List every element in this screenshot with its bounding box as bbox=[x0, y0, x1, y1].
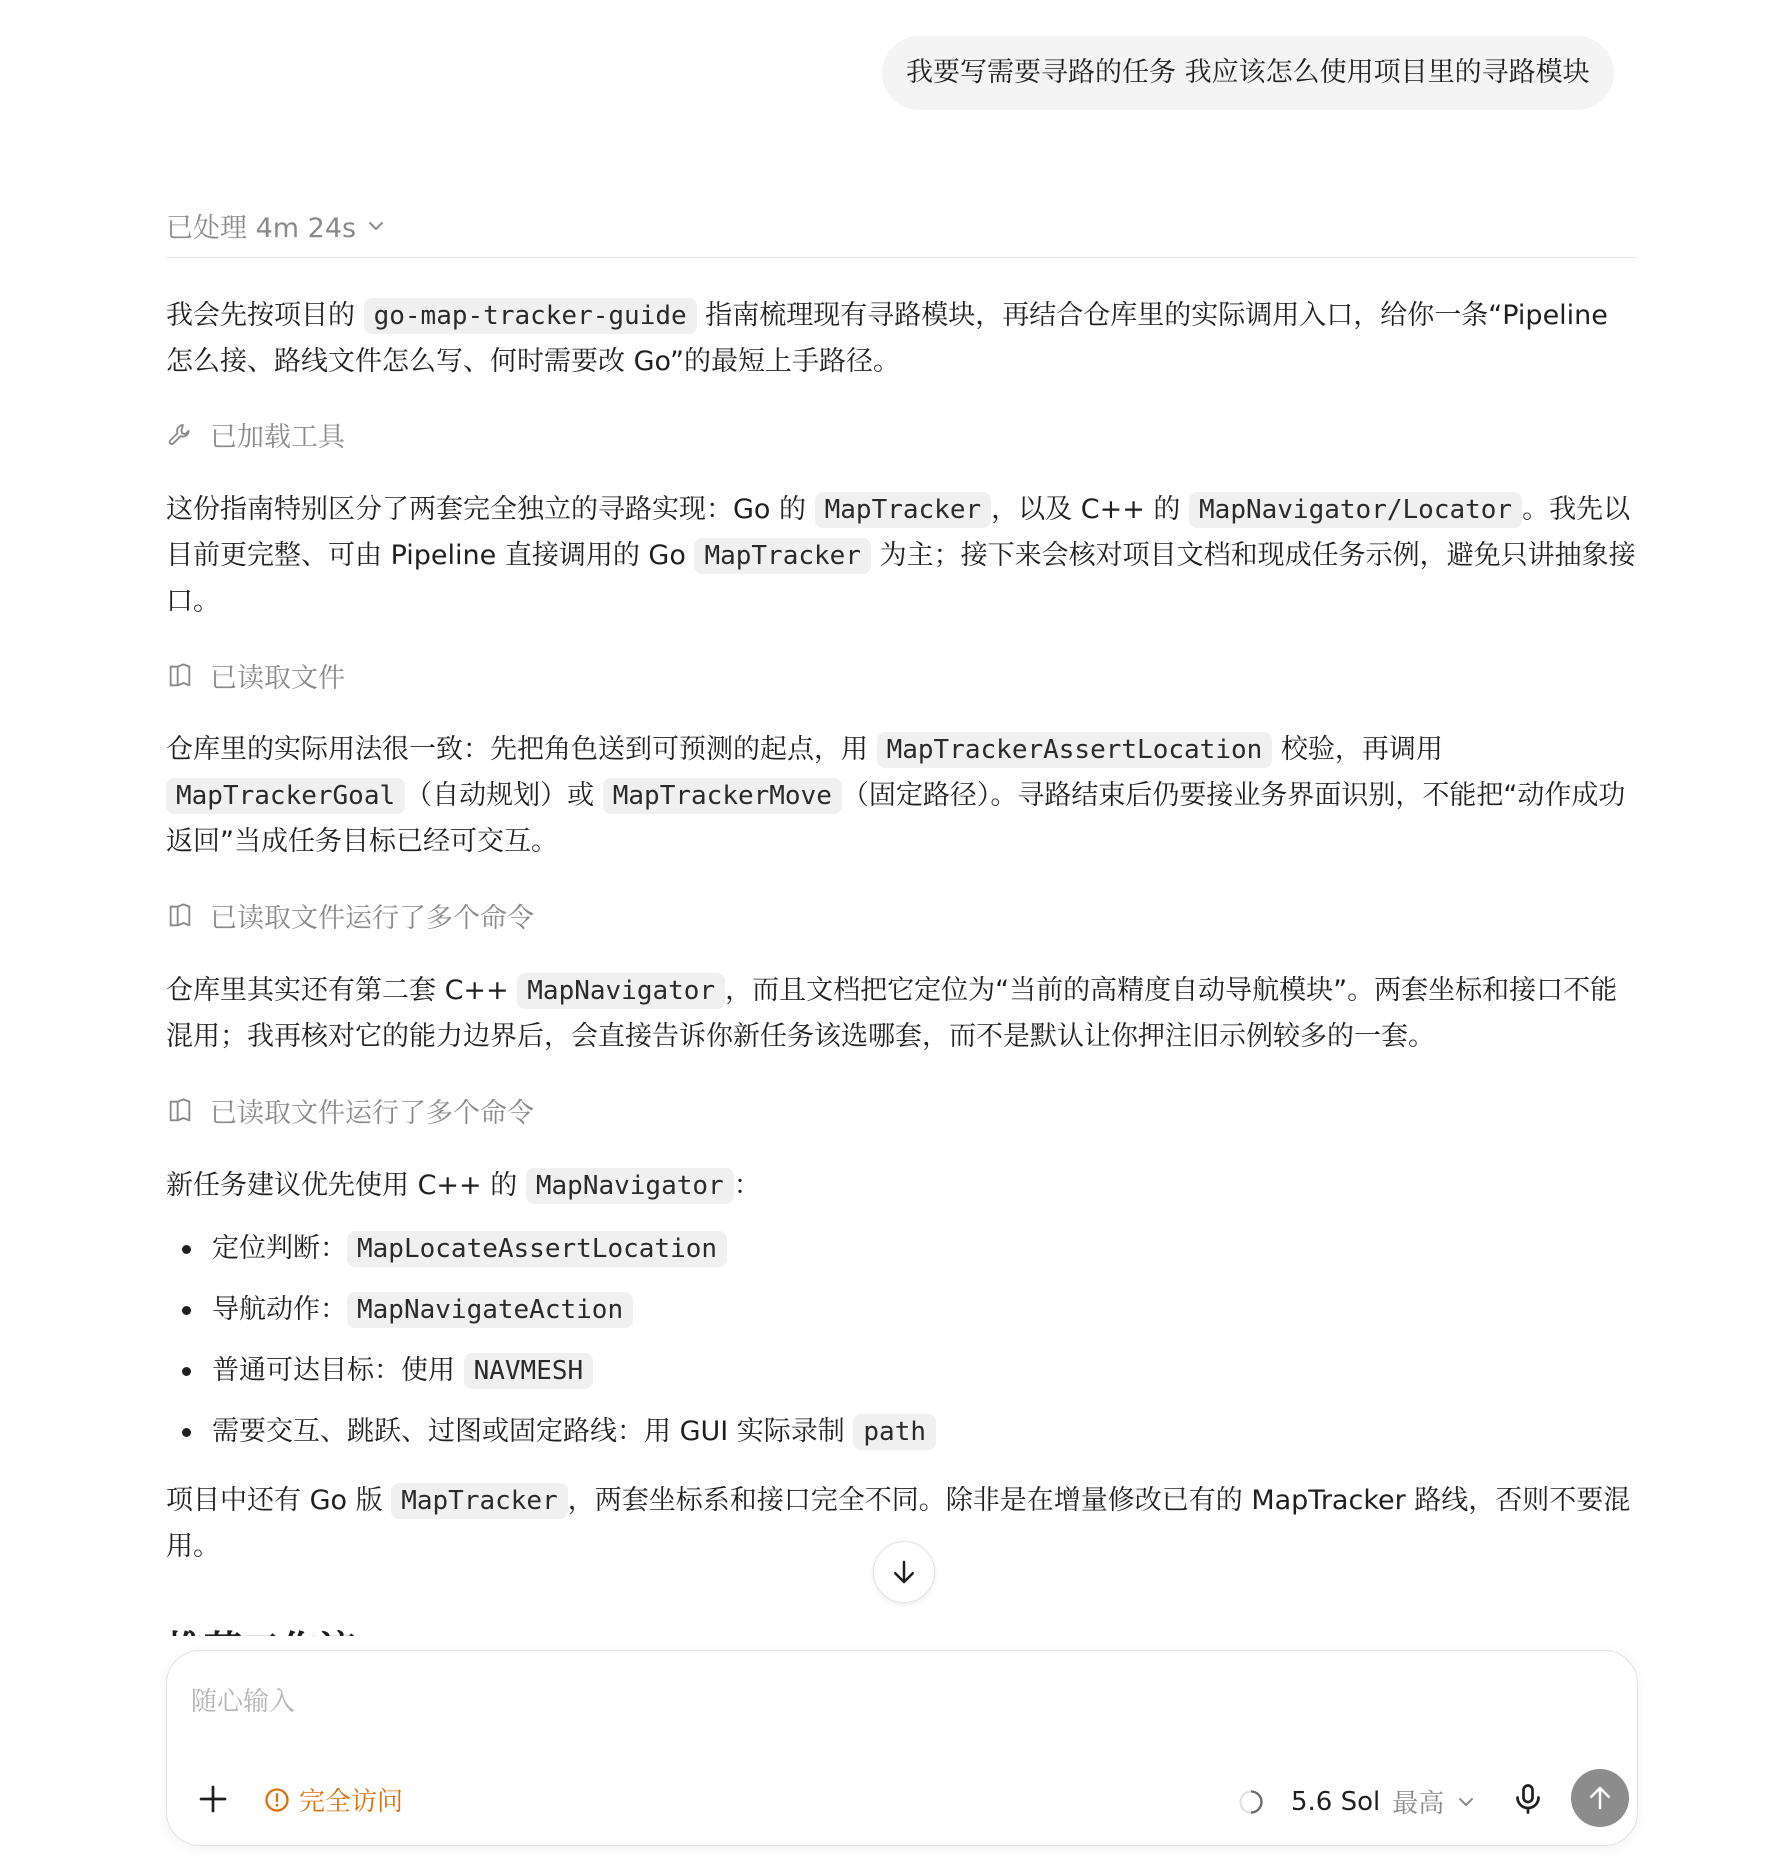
list-item bbox=[166, 1348, 1636, 1409]
paragraph-usage bbox=[166, 727, 1636, 864]
tool-status-read-files[interactable] bbox=[166, 656, 345, 695]
model-name: 5.6 Sol bbox=[1291, 1786, 1381, 1817]
book-icon bbox=[166, 1097, 194, 1125]
text: 新任务建议优先使用 C++ 的 bbox=[166, 1170, 526, 1201]
paragraph-two-implementations bbox=[166, 487, 1636, 624]
tool-status-label: 已读取文件 bbox=[210, 663, 345, 694]
tool-status-label: 已读取文件运行了多个命令 bbox=[210, 1098, 534, 1129]
text: 定位判断： bbox=[212, 1233, 347, 1264]
model-selector[interactable] bbox=[1237, 1783, 1476, 1820]
text: 为主；接下来会核对项目文档和现成任务示例，避免只讲抽象接口。 bbox=[166, 540, 1636, 617]
text: 指南梳理现有寻路模块，再结合仓库里的实际调用入口，给你一条“Pipeline 怎么接、路线文件怎么写、何时需要改 Go”的最短上手路径。 bbox=[166, 300, 1608, 377]
plus-icon[interactable] bbox=[195, 1781, 231, 1817]
composer bbox=[166, 1650, 1638, 1846]
inline-code: MapNavigator bbox=[517, 973, 725, 1009]
text: 需要交互、跳跃、过图或固定路线：用 GUI 实际录制 bbox=[212, 1416, 854, 1447]
list-item bbox=[166, 1287, 1636, 1348]
model-effort: 最高 bbox=[1392, 1789, 1445, 1819]
text: 。我先以目前更完整、可由 Pipeline 直接调用的 Go bbox=[166, 494, 1631, 571]
message-input[interactable]: 随心输入 bbox=[191, 1687, 296, 1717]
chevron-down-icon bbox=[1456, 1792, 1476, 1812]
inline-code: MapTracker bbox=[815, 492, 992, 528]
inline-code: path bbox=[853, 1414, 936, 1450]
text: 项目中还有 Go 版 bbox=[166, 1485, 392, 1516]
list-item bbox=[166, 1226, 1636, 1287]
processed-label: 已处理 4m 24s bbox=[166, 213, 357, 244]
list-item bbox=[166, 1409, 1636, 1470]
text: 校验，再调用 bbox=[1272, 734, 1443, 765]
book-icon bbox=[166, 902, 194, 930]
spinner-icon bbox=[1237, 1788, 1265, 1816]
arrow-up-icon bbox=[1585, 1783, 1615, 1813]
divider bbox=[166, 257, 1636, 258]
send-button[interactable] bbox=[1571, 1769, 1629, 1827]
tool-status-label: 已读取文件运行了多个命令 bbox=[210, 903, 534, 934]
recommendation-list bbox=[166, 1226, 1636, 1470]
text: ，两套坐标系和接口完全不同。除非是在增量修改已有的 MapTracker 路线，否则不要混用。 bbox=[166, 1485, 1631, 1562]
text: ，以及 C++ 的 bbox=[991, 494, 1190, 525]
text: （自动规划）或 bbox=[405, 780, 603, 811]
text: 仓库里的实际用法很一致：先把角色送到可预测的起点，用 bbox=[166, 734, 877, 765]
tool-status-read-run[interactable] bbox=[166, 896, 534, 935]
inline-code: MapNavigator bbox=[526, 1168, 734, 1204]
access-mode-label: 完全访问 bbox=[299, 1787, 404, 1817]
scroll-to-bottom-button[interactable] bbox=[873, 1541, 935, 1603]
inline-code: MapTracker bbox=[694, 538, 871, 574]
tool-status-loaded[interactable] bbox=[166, 415, 345, 454]
arrow-down-icon bbox=[889, 1557, 919, 1587]
chevron-down-icon bbox=[366, 216, 386, 236]
user-message-bubble: 我要写需要寻路的任务 我应该怎么使用项目里的寻路模块 bbox=[882, 36, 1614, 110]
inline-code: MapTrackerAssertLocation bbox=[877, 732, 1273, 768]
mic-icon[interactable] bbox=[1510, 1781, 1546, 1817]
paragraph-second-navigator bbox=[166, 968, 1636, 1059]
text: （固定路径）。寻路结束后仍要接业务界面识别，不能把“动作成功返回”当成任务目标已经可交互。 bbox=[166, 780, 1626, 857]
text: 普通可达目标：使用 bbox=[212, 1355, 464, 1386]
inline-code: MapLocateAssertLocation bbox=[347, 1231, 727, 1267]
inline-code: MapTracker bbox=[391, 1483, 568, 1519]
wrench-icon bbox=[166, 421, 194, 449]
inline-code: MapTrackerGoal bbox=[166, 778, 405, 814]
book-icon bbox=[166, 662, 194, 690]
inline-code: MapNavigateAction bbox=[347, 1292, 633, 1328]
paragraph-intro bbox=[166, 293, 1636, 384]
tool-status-read-run-2[interactable] bbox=[166, 1091, 534, 1130]
text: 我会先按项目的 bbox=[166, 300, 364, 331]
inline-code: go-map-tracker-guide bbox=[364, 298, 697, 334]
inline-code: MapNavigator/Locator bbox=[1189, 492, 1522, 528]
alert-circle-icon bbox=[263, 1786, 291, 1814]
tool-status-label: 已加载工具 bbox=[210, 422, 345, 453]
text: ： bbox=[733, 1170, 761, 1201]
text: 导航动作： bbox=[212, 1294, 347, 1325]
text: ，而且文档把它定位为“当前的高精度自动导航模块”。两套坐标和接口不能混用；我再核对它的能力边界后，会直接告诉你新任务该选哪套，而不是默认让你押注旧示例较多的一套。 bbox=[166, 975, 1618, 1052]
inline-code: NAVMESH bbox=[464, 1353, 594, 1389]
text: 这份指南特别区分了两套完全独立的寻路实现：Go 的 bbox=[166, 494, 815, 525]
paragraph-recommend bbox=[166, 1163, 1636, 1209]
access-mode-button[interactable] bbox=[263, 1781, 403, 1818]
processed-toggle[interactable] bbox=[166, 206, 386, 245]
text: 仓库里其实还有第二套 C++ bbox=[166, 975, 518, 1006]
inline-code: MapTrackerMove bbox=[603, 778, 842, 814]
